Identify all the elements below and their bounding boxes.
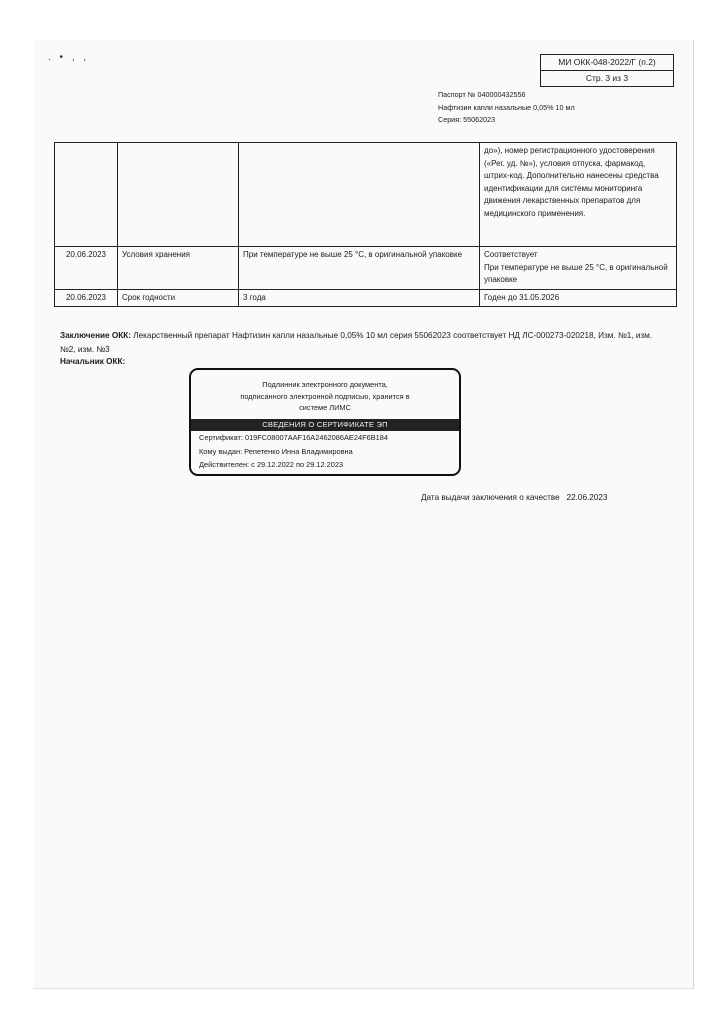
result-detail: При температуре не выше 25 °С, в оригинальной упаковке (484, 262, 668, 284)
certificate-value: 019FC08007AAF16A2462086AE24F6B184 (242, 433, 388, 442)
certificate-line (191, 432, 459, 445)
conclusion-text: Лекарственный препарат Нафтизин капли назальные 0,05% 10 мл серия 55062023 соответствует НД ЛС-000273-020218, Изм. №1, изм. №2, изм. №3 (60, 331, 653, 354)
stamp-line-2: подписанного электронной подписью, хранится в (240, 391, 410, 401)
series-number: Серия: 55062023 (438, 115, 496, 124)
stamp-header (191, 370, 459, 416)
conclusion (60, 329, 660, 357)
issued-to-label: Кому выдан: (199, 446, 243, 456)
requirement-cell: При температуре не выше 25 °С, в оригинальной упаковке (239, 247, 480, 290)
passport-block (438, 89, 575, 127)
product-name: Нафтизин капли назальные 0,05% 10 мл (438, 102, 575, 112)
stamp-line-3: системе ЛИМС (299, 403, 351, 412)
stamp-title-bar: СВЕДЕНИЯ О СЕРТИФИКАТЕ ЭП (191, 419, 459, 431)
result-cell: Годен до 31.05.2026 (480, 289, 677, 307)
table-row (55, 289, 677, 307)
conclusion-label: Заключение ОКК: (60, 331, 131, 340)
quality-table (54, 142, 677, 307)
issued-to-value: Репетенко Инна Владимировна (242, 446, 353, 456)
issue-date-line (421, 493, 608, 502)
date-cell: 20.06.2023 (55, 247, 118, 290)
scan-specks: . • , , (48, 52, 90, 63)
parameter-cell: Срок годности (118, 289, 239, 307)
result-status: Соответствует (484, 250, 538, 259)
passport-number: Паспорт № 040000432556 (438, 90, 526, 99)
document-code-box (540, 54, 674, 87)
e-signature-stamp (189, 368, 461, 476)
issue-date-value: 22.06.2023 (566, 493, 608, 502)
result-cell (480, 247, 677, 290)
table-row (55, 247, 677, 290)
date-cell (55, 143, 118, 247)
validity-value: с 29.12.2022 по 29.12.2023 (249, 460, 344, 469)
requirement-cell: 3 года (239, 289, 480, 307)
certificate-label: Сертификат: (199, 433, 243, 442)
parameter-cell: Условия хранения (118, 247, 239, 290)
requirement-cell (239, 143, 480, 247)
document-code: МИ ОКК-048-2022/Г (п.2) (540, 54, 674, 71)
table-row (55, 143, 677, 247)
validity-label: Действителен: (199, 460, 250, 469)
date-cell: 20.06.2023 (55, 289, 118, 307)
issued-to-line (191, 446, 459, 459)
issue-date-label: Дата выдачи заключения о качестве (421, 493, 560, 502)
page-number: Стр. 3 из 3 (540, 71, 674, 87)
result-cell: до»), номер регистрационного удостоверения («Рег. уд. №»), условия отпуска, фармакод, штрих-код. Дополнительно нанесены средства идентификации для системы мониторинга движения лекарственных препаратов для медицинского применения. (480, 143, 677, 247)
chief-label: Начальник ОКК: (60, 357, 126, 366)
stamp-line-1: Подлинник электронного документа, (262, 380, 388, 389)
validity-line (191, 459, 459, 472)
parameter-cell (118, 143, 239, 247)
